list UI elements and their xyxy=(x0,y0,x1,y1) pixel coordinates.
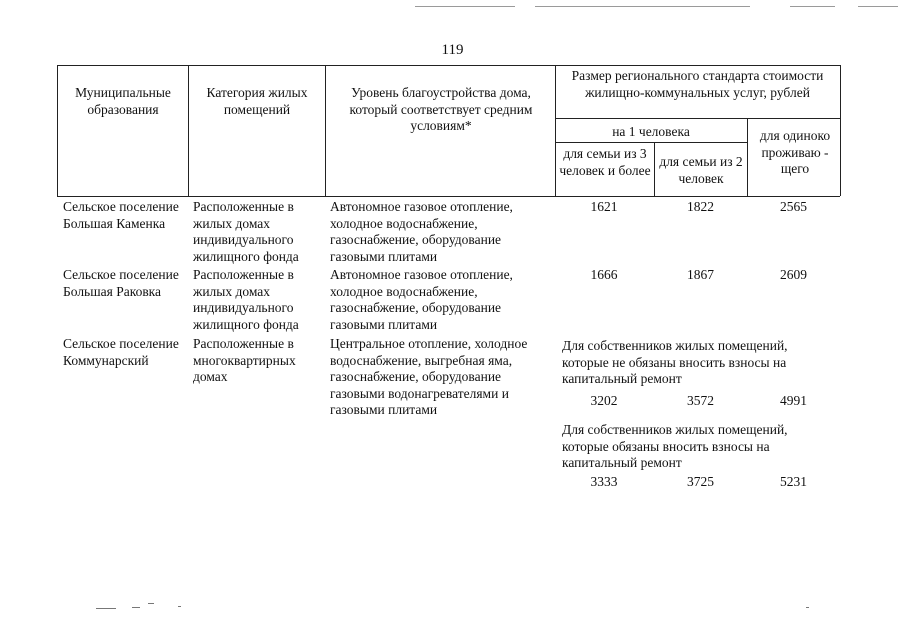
row-single-value: 2609 xyxy=(780,267,807,282)
table-rule xyxy=(654,142,655,196)
row-note-text: Для собственников жилых помещений, которые не обязаны вносить взносы на капитальный ремонт xyxy=(562,338,788,386)
scan-speck xyxy=(132,607,140,608)
table-rule xyxy=(555,118,840,119)
table-rule xyxy=(747,118,748,196)
header-municipal: Муниципальные образования xyxy=(75,85,171,117)
row-municipality: Сельское поселение Большая Каменка xyxy=(63,199,179,231)
scan-speck xyxy=(148,603,154,604)
scan-artifact-line xyxy=(790,6,835,7)
header-level: Уровень благоустройства дома, который соответствует средним условиям* xyxy=(349,85,533,133)
table-border-left xyxy=(57,65,58,196)
row-municipality: Сельское поселение Большая Раковка xyxy=(63,267,179,299)
row-level: Автономное газовое отопление, холодное водоснабжение, газоснабжение, оборудование газовыми плитами xyxy=(330,267,513,332)
row-family3-value: 3333 xyxy=(590,474,618,489)
header-family2: для семьи из 2 человек xyxy=(659,154,743,186)
scan-speck xyxy=(96,608,116,609)
row-family3-value: 3202 xyxy=(590,393,618,408)
row-family2-value: 1822 xyxy=(687,199,714,214)
header-group-title: Размер регионального стандарта стоимости жилищно-коммунальных услуг, рублей xyxy=(571,68,824,100)
table-border-right xyxy=(840,65,841,196)
row-family2-value: 1867 xyxy=(687,267,714,282)
scan-speck xyxy=(806,607,809,608)
row-family3-value: 1666 xyxy=(590,267,618,282)
header-per-person: на 1 человека xyxy=(612,124,690,139)
header-single: для одиноко проживаю - щего xyxy=(759,128,831,176)
table-rule xyxy=(555,65,556,196)
row-family2-value: 3572 xyxy=(687,393,714,408)
row-single-value: 2565 xyxy=(780,199,807,214)
row-municipality: Сельское поселение Коммунарский xyxy=(63,336,179,368)
page-number: 119 xyxy=(441,42,464,58)
row-family3-value: 1621 xyxy=(590,199,618,214)
row-category: Расположенные в многоквартирных домах xyxy=(193,336,296,384)
row-note-text: Для собственников жилых помещений, которые обязаны вносить взносы на капитальный ремонт xyxy=(562,422,788,470)
table-rule xyxy=(188,65,189,196)
table-rule xyxy=(555,142,747,143)
row-category: Расположенные в жилых домах индивидуального жилищного фонда xyxy=(193,199,299,264)
scan-artifact-line xyxy=(415,6,515,7)
table-rule xyxy=(325,65,326,196)
row-family2-value: 3725 xyxy=(687,474,714,489)
header-bottom-rule xyxy=(57,196,840,197)
row-level: Центральное отопление, холодное водоснабжение, выгребная яма, газоснабжение, оборудование газовыми водонагревателями и газовыми плитами xyxy=(330,336,528,417)
header-category: Категория жилых помещений xyxy=(206,85,308,117)
row-single-value: 5231 xyxy=(780,474,807,489)
scan-artifact-line xyxy=(858,6,898,7)
scan-speck xyxy=(178,606,181,607)
row-single-value: 4991 xyxy=(780,393,807,408)
table-border-top xyxy=(57,65,840,66)
header-family3: для семьи из 3 человек и более xyxy=(559,146,651,178)
row-level: Автономное газовое отопление, холодное водоснабжение, газоснабжение, оборудование газовыми плитами xyxy=(330,199,513,264)
scan-artifact-line xyxy=(535,6,750,7)
row-category: Расположенные в жилых домах индивидуального жилищного фонда xyxy=(193,267,299,332)
